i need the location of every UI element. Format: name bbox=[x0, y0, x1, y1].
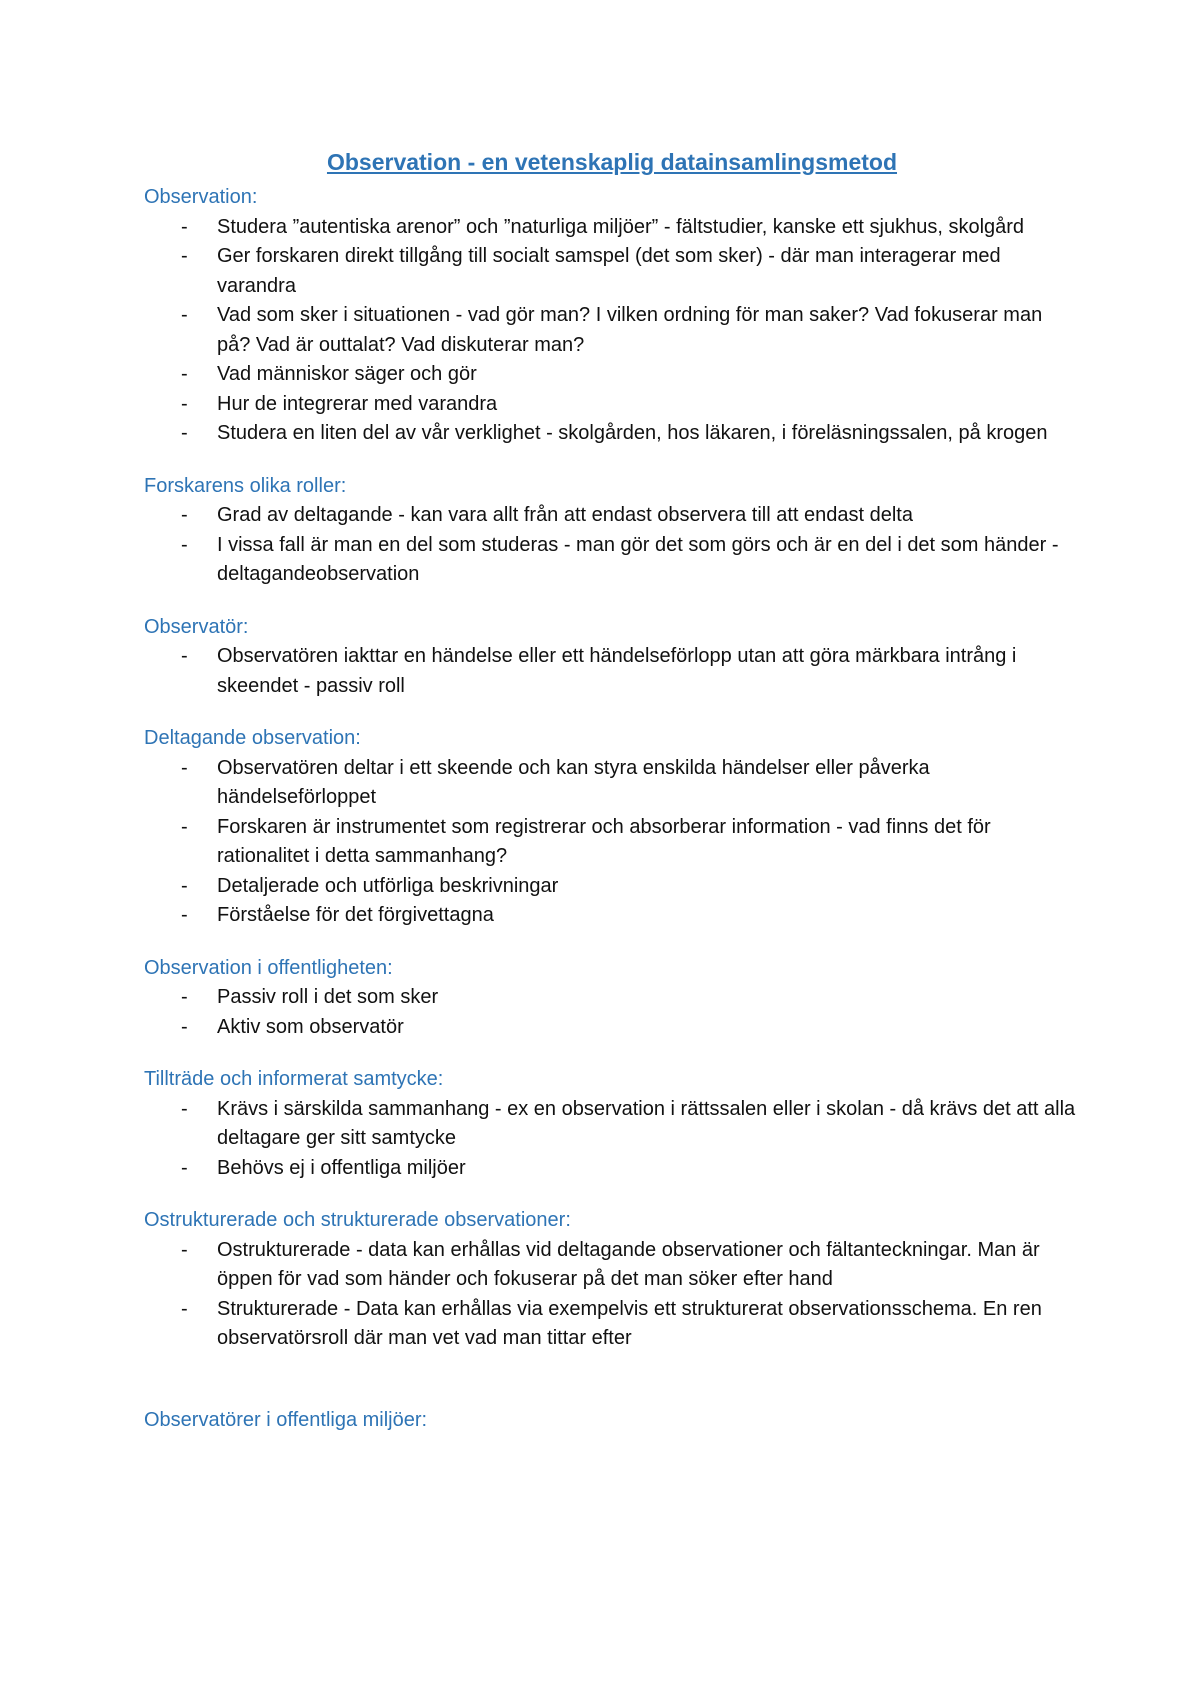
bullet-dash: - bbox=[181, 504, 188, 526]
list-item-text: Ger forskaren direkt tillgång till socialt samspel (det som sker) - där man interagerar med varandra bbox=[217, 245, 1001, 297]
bullet-list bbox=[144, 213, 1080, 449]
list-item-text: Ostrukturerade - data kan erhållas vid deltagande observationer och fältanteckningar. Man är öppen för vad som händer och fokuserar på det man söker efter hand bbox=[217, 1238, 1040, 1290]
list-item bbox=[181, 813, 1080, 872]
list-item-text: Strukturerade - Data kan erhållas via exempelvis ett strukturerat observationsschema. En ren observatörsroll där man vet vad man tittar efter bbox=[217, 1297, 1042, 1349]
list-item-text: Observatören iakttar en händelse eller ett händelseförlopp utan att göra märkbara intrång i skeendet - passiv roll bbox=[217, 645, 1017, 697]
bullet-dash: - bbox=[181, 1238, 188, 1261]
list-item-text: Grad av deltagande - kan vara allt från att endast observera till att endast delta bbox=[217, 504, 913, 526]
section-observatorer-offentliga-miljoer bbox=[144, 1406, 1080, 1436]
section-heading: Observation i offentligheten: bbox=[144, 956, 393, 979]
list-item-text: Vad som sker i situationen - vad gör man? I vilken ordning för man saker? Vad fokuserar man på? Vad är outtalat? Vad diskuterar man? bbox=[217, 304, 1043, 356]
list-item bbox=[181, 1236, 1080, 1295]
section-ostrukturerade-strukturerade bbox=[144, 1206, 1080, 1354]
list-item bbox=[181, 1295, 1080, 1354]
section-observator bbox=[144, 613, 1080, 702]
bullet-dash: - bbox=[181, 1297, 188, 1320]
document-title: Observation - en vetenskaplig datainsamlingsmetod bbox=[326, 149, 898, 175]
bullet-dash: - bbox=[181, 1097, 188, 1120]
list-item-text: Aktiv som observatör bbox=[217, 1015, 404, 1038]
bullet-dash: - bbox=[181, 215, 188, 238]
list-item-text: Observatören deltar i ett skeende och kan styra enskilda händelser eller påverka händelseförloppet bbox=[217, 756, 930, 808]
list-item bbox=[181, 360, 1080, 390]
bullet-list bbox=[144, 642, 1080, 701]
bullet-dash: - bbox=[181, 422, 188, 444]
list-item-text: Detaljerade och utförliga beskrivningar bbox=[217, 874, 559, 897]
list-item-text: I vissa fall är man en del som studeras - man gör det som görs och är en del i det som händer - deltagandeobservation bbox=[217, 533, 1059, 585]
bullet-list bbox=[144, 754, 1080, 931]
list-item bbox=[181, 872, 1080, 902]
list-item-text: Passiv roll i det som sker bbox=[217, 986, 439, 1008]
section-tilltrade-samtycke bbox=[144, 1065, 1080, 1183]
section-observation-offentligheten bbox=[144, 954, 1080, 1043]
bullet-dash: - bbox=[181, 245, 188, 267]
section-heading: Ostrukturerade och strukturerade observationer: bbox=[144, 1209, 571, 1231]
list-item-text: Krävs i särskilda sammanhang - ex en observation i rättssalen eller i skolan - då krävs det att alla deltagare ger sitt samtycke bbox=[217, 1097, 1076, 1149]
list-item bbox=[181, 419, 1080, 449]
list-item bbox=[181, 242, 1080, 301]
bullet-list bbox=[144, 501, 1080, 590]
bullet-dash: - bbox=[181, 756, 188, 779]
bullet-list bbox=[144, 983, 1080, 1042]
bullet-dash: - bbox=[181, 986, 188, 1008]
section-heading: Observatörer i offentliga miljöer: bbox=[144, 1408, 428, 1431]
bullet-dash: - bbox=[181, 1015, 188, 1038]
list-item-text: Vad människor säger och gör bbox=[217, 363, 477, 385]
list-item-text: Förståelse för det förgivettagna bbox=[217, 904, 494, 926]
list-item bbox=[181, 390, 1080, 420]
list-item bbox=[181, 531, 1080, 590]
bullet-list bbox=[144, 1236, 1080, 1354]
section-deltagande-observation bbox=[144, 724, 1080, 931]
bullet-dash: - bbox=[181, 645, 188, 667]
section-observation bbox=[144, 183, 1080, 449]
list-item-text: Studera en liten del av vår verklighet - skolgården, hos läkaren, i föreläsningssalen, på krogen bbox=[217, 422, 1048, 444]
section-heading: Deltagande observation: bbox=[144, 727, 361, 749]
list-item-text: Forskaren är instrumentet som registrerar och absorberar information - vad finns det för rationalitet i detta sammanhang? bbox=[217, 815, 991, 867]
list-item bbox=[181, 1095, 1080, 1154]
bullet-dash: - bbox=[181, 533, 188, 556]
section-heading: Tillträde och informerat samtycke: bbox=[144, 1068, 444, 1090]
list-item bbox=[181, 901, 1080, 931]
bullet-dash: - bbox=[181, 1156, 188, 1179]
list-item bbox=[181, 213, 1080, 243]
list-item bbox=[181, 501, 1080, 531]
bullet-dash: - bbox=[181, 304, 188, 326]
list-item bbox=[181, 1013, 1080, 1043]
list-item bbox=[181, 301, 1080, 360]
list-item-text: Studera ”autentiska arenor” och ”naturliga miljöer” - fältstudier, kanske ett sjukhus, skolgård bbox=[217, 215, 1025, 238]
section-heading: Observatör: bbox=[144, 615, 249, 638]
list-item bbox=[181, 642, 1080, 701]
list-item-text: Behövs ej i offentliga miljöer bbox=[217, 1156, 466, 1179]
bullet-dash: - bbox=[181, 815, 188, 838]
bullet-dash: - bbox=[181, 904, 188, 926]
section-heading: Observation: bbox=[144, 186, 258, 208]
list-item-text: Hur de integrerar med varandra bbox=[217, 392, 498, 415]
section-forskarens-roller bbox=[144, 472, 1080, 590]
list-item bbox=[181, 983, 1080, 1013]
bullet-dash: - bbox=[181, 392, 188, 415]
list-item bbox=[181, 1154, 1080, 1184]
bullet-dash: - bbox=[181, 874, 188, 897]
section-heading: Forskarens olika roller: bbox=[144, 474, 347, 497]
bullet-list bbox=[144, 1095, 1080, 1184]
bullet-dash: - bbox=[181, 363, 188, 385]
list-item bbox=[181, 754, 1080, 813]
